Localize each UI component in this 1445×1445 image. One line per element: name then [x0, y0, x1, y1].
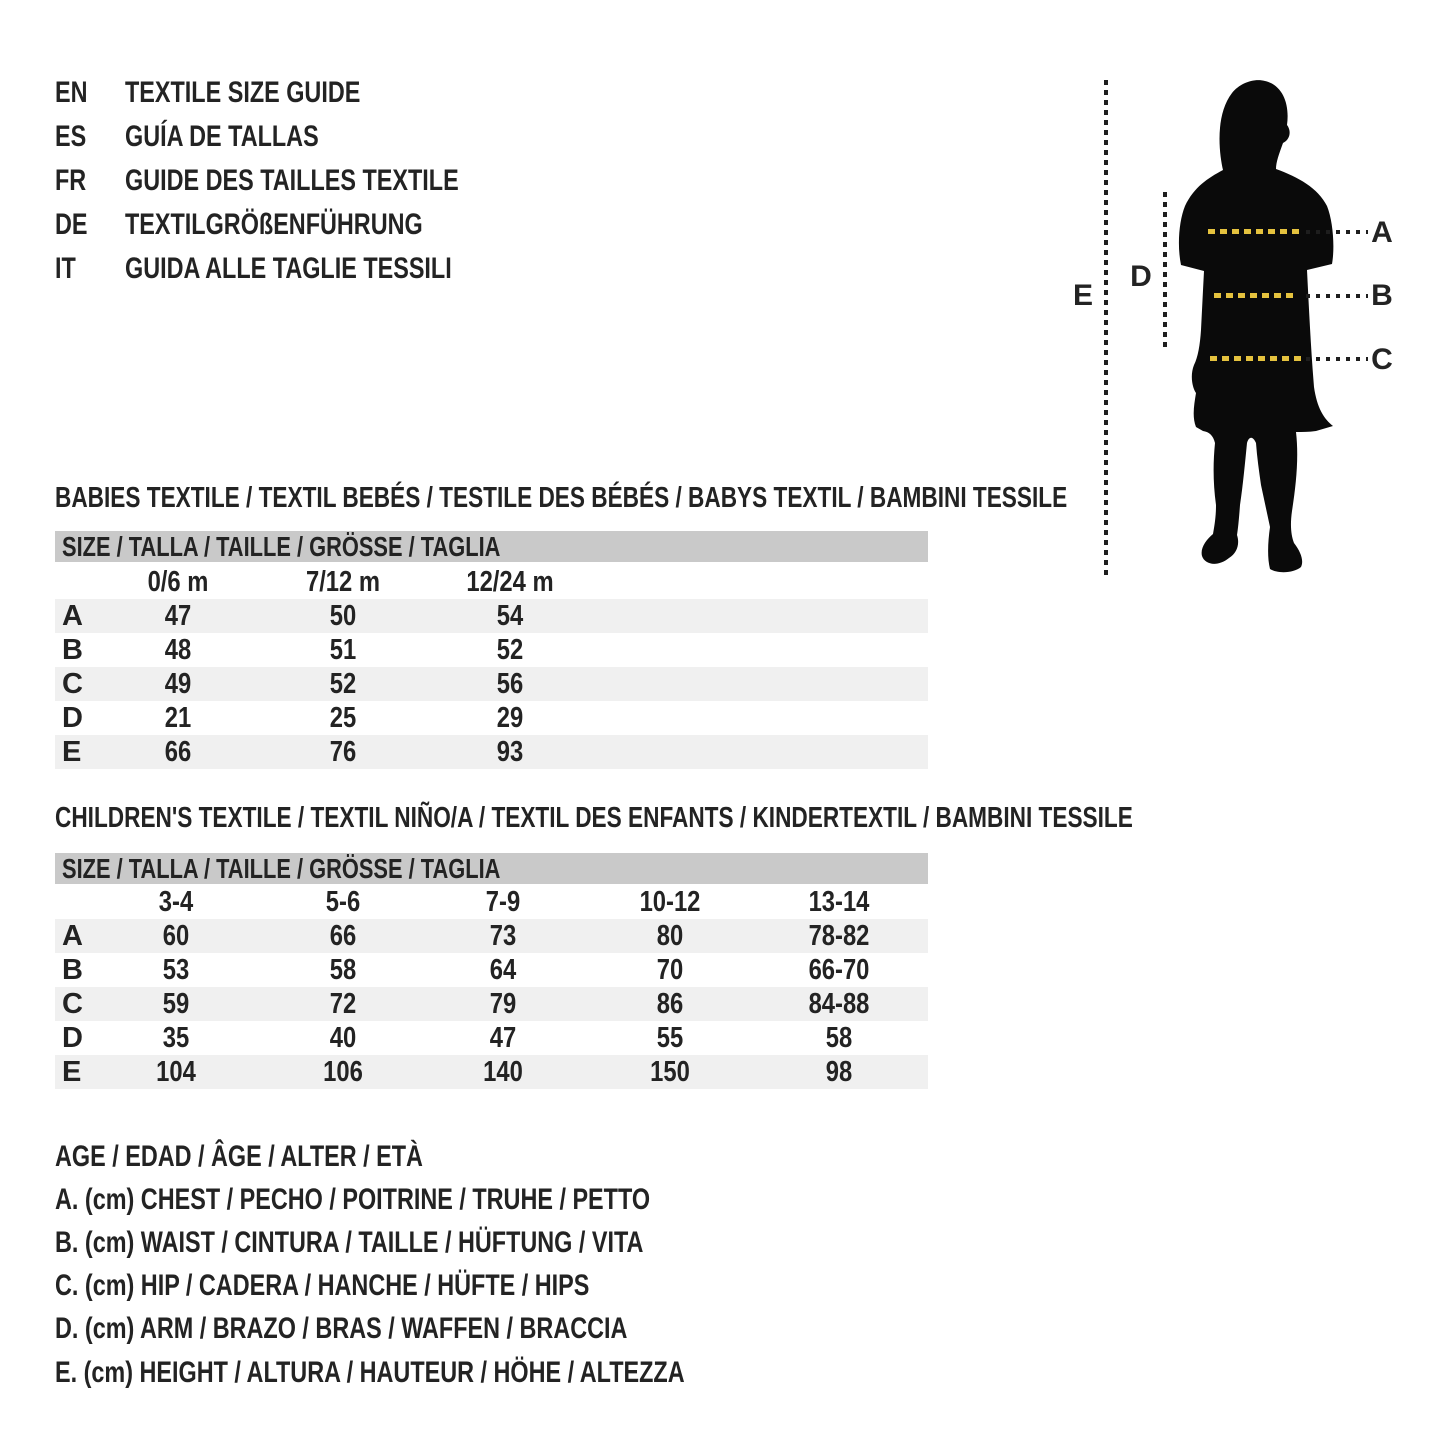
waist-measure-leader-b	[1306, 294, 1368, 298]
measure-label-d: D	[1130, 260, 1152, 293]
children-col-header: 13-14	[808, 886, 870, 918]
table-cell: 93	[496, 736, 524, 768]
children-size-header-bar	[55, 853, 928, 884]
babies-table-title: BABIES TEXTILE / TEXTIL BEBÉS / TESTILE DES BÉBÉS / BABYS TEXTIL / BAMBINI TESSILE	[55, 482, 1068, 514]
table-cell: 79	[489, 988, 517, 1020]
children-size-header: SIZE / TALLA / TAILLE / GRÖSSE / TAGLIA	[62, 853, 501, 884]
table-cell: 47	[164, 600, 192, 632]
table-cell: 52	[329, 668, 357, 700]
legend-line-age: AGE / EDAD / ÂGE / ALTER / ETÀ	[55, 1140, 423, 1173]
table-cell: 66-70	[808, 954, 870, 986]
table-cell: 80	[656, 920, 684, 952]
measure-label-a: A	[1371, 216, 1393, 249]
table-cell: 49	[164, 668, 192, 700]
language-code: IT	[55, 252, 76, 285]
table-row	[55, 735, 928, 769]
table-cell: 40	[329, 1022, 357, 1054]
children-col-header: 5-6	[325, 886, 361, 918]
table-cell: 60	[162, 920, 190, 952]
table-cell: 78-82	[808, 920, 870, 952]
row-label: B	[62, 954, 83, 986]
table-cell: 70	[656, 954, 684, 986]
language-code: DE	[55, 208, 88, 241]
table-row	[55, 633, 928, 667]
language-code: EN	[55, 76, 88, 109]
table-cell: 76	[329, 736, 357, 768]
row-label: A	[62, 920, 83, 952]
children-table-title: CHILDREN'S TEXTILE / TEXTIL NIÑO/A / TEXTIL DES ENFANTS / KINDERTEXTIL / BAMBINI TESSILE	[55, 802, 1133, 834]
chest-measure-line-a	[1208, 229, 1304, 234]
table-cell: 66	[164, 736, 192, 768]
babies-col-header: 0/6 m	[147, 566, 209, 598]
table-row	[55, 953, 928, 987]
arm-measure-line-d	[1163, 192, 1167, 352]
language-title: GUIDE DES TAILLES TEXTILE	[125, 164, 459, 197]
table-cell: 84-88	[808, 988, 870, 1020]
table-cell: 106	[323, 1056, 363, 1088]
children-column-header-row	[55, 885, 928, 919]
waist-measure-line-b	[1214, 293, 1298, 298]
table-cell: 72	[329, 988, 357, 1020]
hip-measure-leader-c	[1306, 357, 1368, 361]
height-measure-line-e	[1104, 80, 1108, 577]
hip-measure-line-c	[1210, 356, 1304, 361]
children-col-header: 10-12	[639, 886, 701, 918]
table-cell: 56	[496, 668, 524, 700]
legend-line-height: E. (cm) HEIGHT / ALTURA / HAUTEUR / HÖHE / ALTEZZA	[55, 1356, 685, 1389]
row-label: C	[62, 988, 83, 1020]
table-row	[55, 667, 928, 701]
row-label: D	[62, 702, 83, 734]
table-cell: 50	[329, 600, 357, 632]
legend-line-waist: B. (cm) WAIST / CINTURA / TAILLE / HÜFTUNG / VITA	[55, 1226, 644, 1259]
table-cell: 47	[489, 1022, 517, 1054]
babies-column-header-row	[55, 565, 928, 599]
row-label: C	[62, 668, 83, 700]
children-col-header: 7-9	[485, 886, 521, 918]
table-cell: 59	[162, 988, 190, 1020]
table-cell: 73	[489, 920, 517, 952]
language-title: GUIDA ALLE TAGLIE TESSILI	[125, 252, 452, 285]
row-label: E	[62, 736, 82, 768]
row-label: B	[62, 634, 83, 666]
row-label: D	[62, 1022, 83, 1054]
legend-line-hip: C. (cm) HIP / CADERA / HANCHE / HÜFTE / HIPS	[55, 1269, 590, 1302]
table-cell: 55	[656, 1022, 684, 1054]
chest-measure-leader-a	[1306, 230, 1368, 234]
child-silhouette-icon	[1170, 75, 1350, 575]
babies-col-header: 7/12 m	[305, 566, 381, 598]
table-row	[55, 987, 928, 1021]
row-label: E	[62, 1056, 82, 1088]
table-cell: 64	[489, 954, 517, 986]
measure-label-c: C	[1371, 343, 1393, 376]
table-cell: 58	[825, 1022, 853, 1054]
table-cell: 104	[156, 1056, 196, 1088]
table-row	[55, 599, 928, 633]
legend-line-chest: A. (cm) CHEST / PECHO / POITRINE / TRUHE / PETTO	[55, 1183, 651, 1216]
language-title: TEXTILGRÖßENFÜHRUNG	[125, 208, 423, 241]
table-cell: 21	[164, 702, 192, 734]
table-cell: 48	[164, 634, 192, 666]
table-cell: 140	[483, 1056, 523, 1088]
table-cell: 51	[329, 634, 357, 666]
table-row	[55, 1055, 928, 1089]
babies-size-header-bar	[55, 531, 928, 562]
table-cell: 150	[650, 1056, 690, 1088]
babies-col-header: 12/24 m	[466, 566, 554, 598]
table-cell: 25	[329, 702, 357, 734]
table-row	[55, 919, 928, 953]
language-title: TEXTILE SIZE GUIDE	[125, 76, 361, 109]
table-row	[55, 1021, 928, 1055]
table-cell: 29	[496, 702, 524, 734]
table-cell: 53	[162, 954, 190, 986]
table-cell: 58	[329, 954, 357, 986]
table-cell: 54	[496, 600, 524, 632]
row-label: A	[62, 600, 83, 632]
table-row	[55, 701, 928, 735]
table-cell: 35	[162, 1022, 190, 1054]
children-col-header: 3-4	[158, 886, 194, 918]
legend-line-arm: D. (cm) ARM / BRAZO / BRAS / WAFFEN / BRACCIA	[55, 1312, 628, 1345]
measure-label-e: E	[1072, 279, 1093, 312]
table-cell: 98	[825, 1056, 853, 1088]
language-code: ES	[55, 120, 87, 153]
table-cell: 52	[496, 634, 524, 666]
language-title: GUÍA DE TALLAS	[125, 120, 319, 153]
table-cell: 66	[329, 920, 357, 952]
table-cell: 86	[656, 988, 684, 1020]
babies-size-header: SIZE / TALLA / TAILLE / GRÖSSE / TAGLIA	[62, 531, 501, 562]
measure-label-b: B	[1371, 279, 1393, 312]
language-code: FR	[55, 164, 87, 197]
